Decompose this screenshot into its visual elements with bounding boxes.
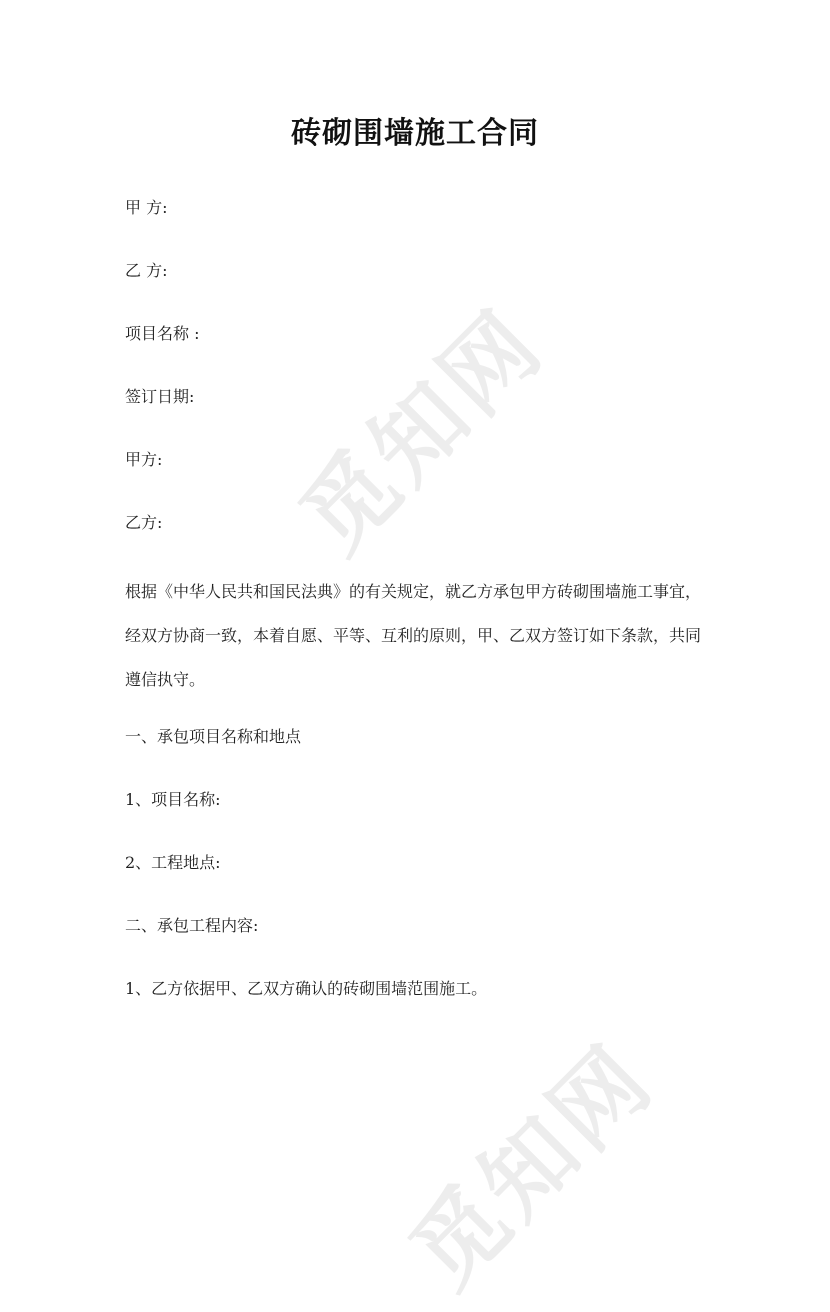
watermark: 觅知网 — [280, 289, 565, 574]
party-b-line: 乙 方: — [125, 261, 168, 280]
section-2-heading: 二、承包工程内容: — [125, 916, 259, 935]
party-a-line: 甲 方: — [125, 198, 168, 217]
party-b-second-line: 乙方: — [125, 513, 163, 532]
document-title: 砖砌围墙施工合同 — [291, 116, 539, 151]
section-2-item-1: 1、乙方依据甲、乙双方确认的砖砌围墙范围施工。 — [125, 979, 488, 998]
section-1-item-1: 1、项目名称: — [125, 790, 221, 809]
intro-paragraph: 根据《中华人民共和国民法典》的有关规定，就乙方承包甲方砖砌围墙施工事宜，经双方协商一致，本着自愿、平等、互利的原则，甲、乙双方签订如下条款，共同遵信执守。 — [125, 582, 702, 689]
sign-date-line: 签订日期: — [125, 387, 195, 406]
watermark-bottom: 觅知网 — [390, 1024, 675, 1309]
section-1-heading: 一、承包项目名称和地点 — [125, 727, 302, 746]
party-a-second-line: 甲方: — [125, 450, 163, 469]
section-1-item-2: 2、工程地点: — [125, 853, 221, 872]
project-name-line: 项目名称 : — [125, 324, 200, 343]
